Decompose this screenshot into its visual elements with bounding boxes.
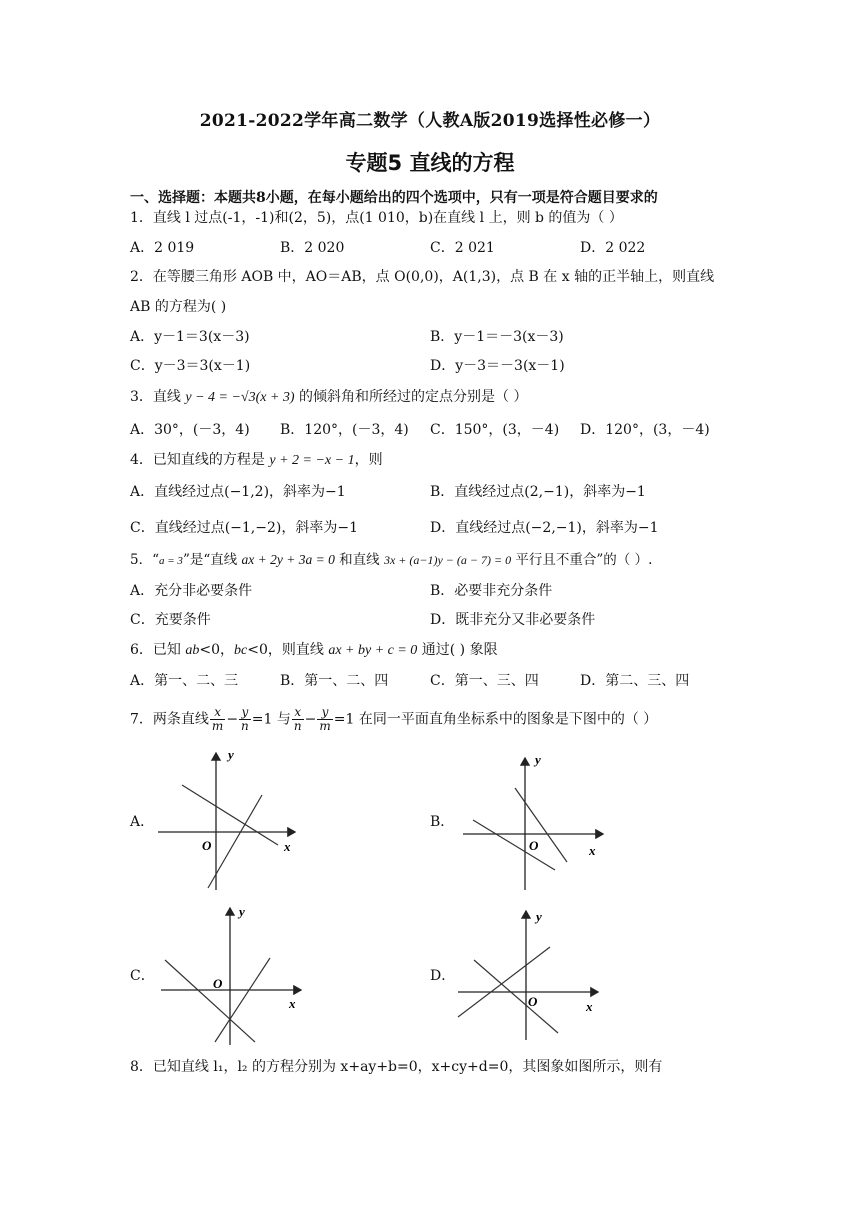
q2-option-b: B．y－1＝－3(x－3) [430, 329, 564, 345]
q4-option-c: C．直线经过点(−1,−2)，斜率为−1 [130, 520, 358, 536]
graph-d-origin: O [528, 994, 538, 1009]
q3-stem-post: 的倾斜角和所经过的定点分别是（ ） [294, 389, 528, 405]
q6-ab: ab [185, 643, 200, 658]
question-2-stem-line1: 2．在等腰三角形 AOB 中，AO＝AB，点 O(0,0)，A(1,3)，点 B 在 x 轴的正半轴上，则直线 [130, 269, 715, 285]
q7-fraction-y-m: $\frac{y}{m}$ [319, 705, 331, 733]
graph-c-x-label: x [289, 996, 296, 1011]
graph-c-line-2 [215, 958, 270, 1042]
q7-option-d: D． [430, 968, 456, 984]
q5-mid1: ”是“直线 [182, 552, 242, 568]
q6-option-b: B．第一、二、四 [280, 673, 389, 689]
q3-stem-pre: 3．直线 [130, 389, 186, 405]
q7-stem-post: =1 在同一平面直角坐标系中的图象是下图中的（ ） [333, 711, 658, 728]
q6-mid2: <0，则直线 [247, 642, 329, 658]
q3-option-d: D．120°，(3，－4) [580, 422, 710, 438]
question-4-stem [130, 450, 383, 471]
q3-equation: y − 4 = −√3(x + 3) [185, 390, 295, 405]
q2-option-c: C．y－3＝3(x－1) [130, 358, 251, 374]
question-6-stem [130, 640, 498, 661]
q6-stem-post: 通过( ) 象限 [417, 642, 498, 658]
q7-option-b: B． [430, 814, 455, 830]
q1-option-d: D．2 022 [580, 240, 646, 256]
q3-option-b: B．120°，(－3，4) [280, 422, 409, 438]
q6-option-a: A．第一、二、三 [130, 673, 239, 689]
question-2-stem-line2: AB 的方程为( ) [130, 299, 227, 315]
q4-option-b: B．直线经过点(2,−1)，斜率为−1 [430, 484, 646, 500]
q5-option-b: B．必要非充分条件 [430, 583, 553, 599]
graph-a-x-label: x [284, 839, 291, 854]
q7-fraction-x-m: $\frac{x}{m}$ [211, 705, 224, 733]
document-subtitle: 专题5 直线的方程 [345, 151, 515, 175]
q4-option-d: D．直线经过点(−2,−1)，斜率为−1 [430, 520, 659, 536]
q3-option-c: C．150°，(3，－4) [430, 422, 560, 438]
q5-option-a: A．充分非必要条件 [130, 583, 253, 599]
q7-fraction-y-n: $\frac{y}{n}$ [241, 705, 249, 733]
q6-option-d: D．第二、三、四 [580, 673, 690, 689]
q7-fraction-x-n: $\frac{x}{n}$ [293, 705, 302, 733]
q1-option-c: C．2 021 [430, 240, 495, 256]
question-1-stem: 1．直线 l 过点(-1，-1)和(2，5)，点(1 010，b)在直线 l 上，则 b 的值为（ ） [130, 210, 623, 226]
q7-option-a: A． [130, 814, 155, 830]
q2-option-a: A．y－1＝3(x－3) [130, 329, 250, 345]
graph-a-origin: O [202, 838, 212, 853]
q7-stem-pre: 7．两条直线 [130, 711, 209, 728]
question-7-stem: 7．两条直线 $\frac{x}{m}$ − $\frac{y}{n}$ =1 与 $\frac{x}{n}$ − $\frac{y}{m}$ =1 在同一平面直角坐标系中的图象是下图中的（ ） [130, 705, 658, 733]
q7-graph-c [155, 900, 315, 1050]
q5-stem-post: 平行且不重合”的（ ）. [511, 552, 653, 568]
q5-line2-equation: 3x + (a−1)y − (a − 7) = 0 [383, 553, 512, 567]
q7-mid: =1 与 [251, 711, 291, 728]
q5-stem-pre: 5．“ [130, 552, 159, 568]
graph-b-y-label: y [535, 752, 541, 767]
q4-equation: y + 2 = −x − 1 [269, 453, 355, 468]
q5-option-c: C．充要条件 [130, 612, 211, 628]
graph-b-origin: O [529, 838, 539, 853]
q5-option-d: D．既非充分又非必要条件 [430, 612, 596, 628]
document-title: 2021-2022学年高二数学（人教A版2019选择性必修一） [199, 111, 661, 131]
q1-option-b: B．2 020 [280, 240, 345, 256]
q7-option-c: C． [130, 968, 155, 984]
q6-mid1: <0， [199, 642, 234, 658]
q4-stem-pre: 4．已知直线的方程是 [130, 452, 270, 468]
graph-d-x-label: x [586, 999, 593, 1014]
q7-graph-a [150, 745, 310, 895]
graph-b-x-label: x [589, 843, 596, 858]
graph-c-y-label: y [239, 904, 245, 919]
q6-bc: bc [234, 643, 248, 658]
graph-d-y-label: y [536, 909, 542, 924]
q6-equation: ax + by + c = 0 [328, 643, 418, 658]
q3-option-a: A．30°，(－3，4) [130, 422, 250, 438]
q5-condition: a = 3 [159, 555, 183, 567]
graph-d-line-1 [474, 960, 558, 1033]
graph-a-y-label: y [228, 747, 234, 762]
q4-stem-post: ，则 [354, 452, 383, 468]
question-3-stem [130, 387, 528, 408]
q5-line1-equation: ax + 2y + 3a = 0 [241, 552, 335, 567]
q6-option-c: C．第一、三、四 [430, 673, 539, 689]
q7-graph-d [452, 905, 612, 1045]
q1-option-a: A．2 019 [130, 240, 195, 256]
question-5-stem [130, 550, 652, 571]
q5-mid2: 和直线 [334, 552, 384, 568]
question-8-stem: 8．已知直线 l₁，l₂ 的方程分别为 x+ay+b=0，x+cy+d=0，其图象如图所示，则有 [130, 1059, 663, 1075]
graph-a-line-1 [182, 785, 278, 845]
q7-graph-b [455, 750, 615, 900]
graph-c-origin: O [213, 976, 223, 991]
q2-option-d: D．y－3＝－3(x－1) [430, 358, 565, 374]
q6-stem-pre: 6．已知 [130, 642, 186, 658]
section-heading: 一、选择题：本题共8小题，在每小题给出的四个选项中，只有一项是符合题目要求的 [130, 190, 658, 206]
q4-option-a: A．直线经过点(−1,2)，斜率为−1 [130, 484, 346, 500]
